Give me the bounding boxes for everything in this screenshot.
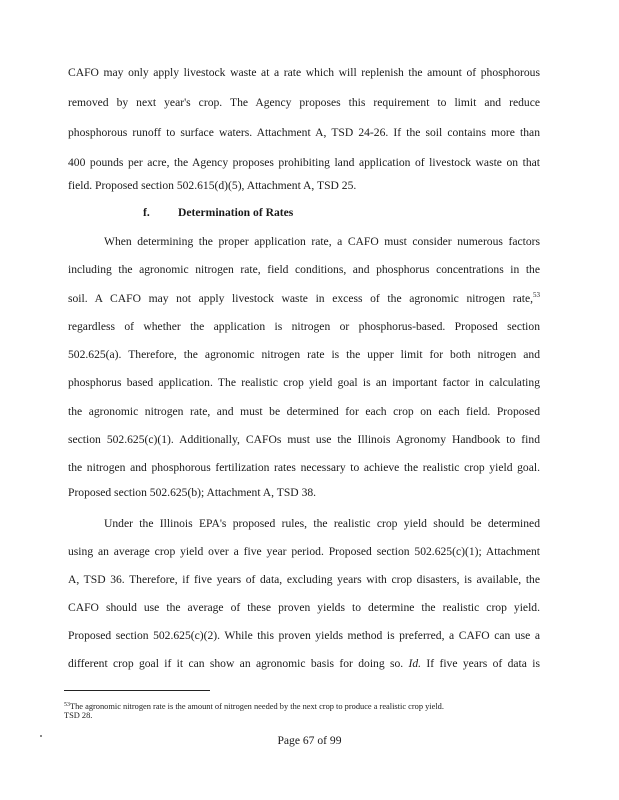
text-line: phosphorous runoff to surface waters. Attachment A, TSD 24-26. If the soil contains more than: [68, 126, 540, 139]
text-line: the nitrogen and phosphorous fertilization rates necessary to achieve the realistic crop yield goal.: [68, 461, 540, 474]
text-line: A, TSD 36. Therefore, if five years of data, excluding years with crop disasters, is available, the: [68, 573, 540, 586]
text-line: removed by next year's crop. The Agency proposes this requirement to limit and reduce: [68, 96, 540, 109]
text-line: 502.625(a). Therefore, the agronomic nitrogen rate is the upper limit for both nitrogen and: [68, 348, 540, 361]
text-line: field. Proposed section 502.615(d)(5), Attachment A, TSD 25.: [68, 179, 357, 192]
text-line: Proposed section 502.625(c)(2). While this proven yields method is preferred, a CAFO can use a: [68, 629, 540, 642]
text-line: section 502.625(c)(1). Additionally, CAFOs must use the Illinois Agronomy Handbook to find: [68, 433, 540, 446]
text-line: different crop goal if it can show an agronomic basis for doing so. Id. If five years of data is: [68, 657, 540, 670]
text-segment: soil. A CAFO may not apply livestock waste in excess of the agronomic nitrogen rate,: [68, 292, 533, 305]
text-line: When determining the proper application rate, a CAFO must consider numerous factors: [104, 235, 540, 248]
page-number: Page 67 of 99: [277, 734, 342, 747]
footnote-reference: 53: [533, 291, 540, 299]
section-letter: f.: [143, 206, 150, 219]
text-line: Proposed section 502.625(b); Attachment A, TSD 38.: [68, 486, 317, 499]
footnote-text: The agronomic nitrogen rate is the amount of nitrogen needed by the next crop to produce a realistic crop yield.: [70, 702, 444, 711]
text-line: Under the Illinois EPA's proposed rules, the realistic crop yield should be determined: [104, 517, 540, 530]
footnote-line: [64, 700, 444, 712]
text-line: using an average crop yield over a five year period. Proposed section 502.625(c)(1); Attachment: [68, 545, 540, 558]
section-title: Determination of Rates: [178, 206, 294, 219]
text-line: phosphorus based application. The realistic crop yield goal is an important factor in calculating: [68, 376, 540, 389]
text-line: the agronomic nitrogen rate, and must be determined for each crop on each field. Proposed: [68, 405, 540, 418]
text-line: CAFO may only apply livestock waste at a rate which will replenish the amount of phosphorous: [68, 66, 540, 79]
citation-signal: Id.: [408, 657, 422, 670]
text-line: including the agronomic nitrogen rate, field conditions, and phosphorus concentrations in the: [68, 263, 540, 276]
footnote-line: TSD 28.: [64, 711, 93, 720]
text-line-with-footnote: [68, 292, 540, 306]
footnote-number: 53: [64, 702, 70, 708]
footnote-separator: [64, 690, 210, 691]
text-line: 400 pounds per acre, the Agency proposes prohibiting land application of livestock waste on that: [68, 156, 540, 169]
text-line: CAFO should use the average of these proven yields to determine the realistic crop yield.: [68, 601, 540, 614]
text-line: regardless of whether the application is nitrogen or phosphorus-based. Proposed section: [68, 320, 540, 333]
